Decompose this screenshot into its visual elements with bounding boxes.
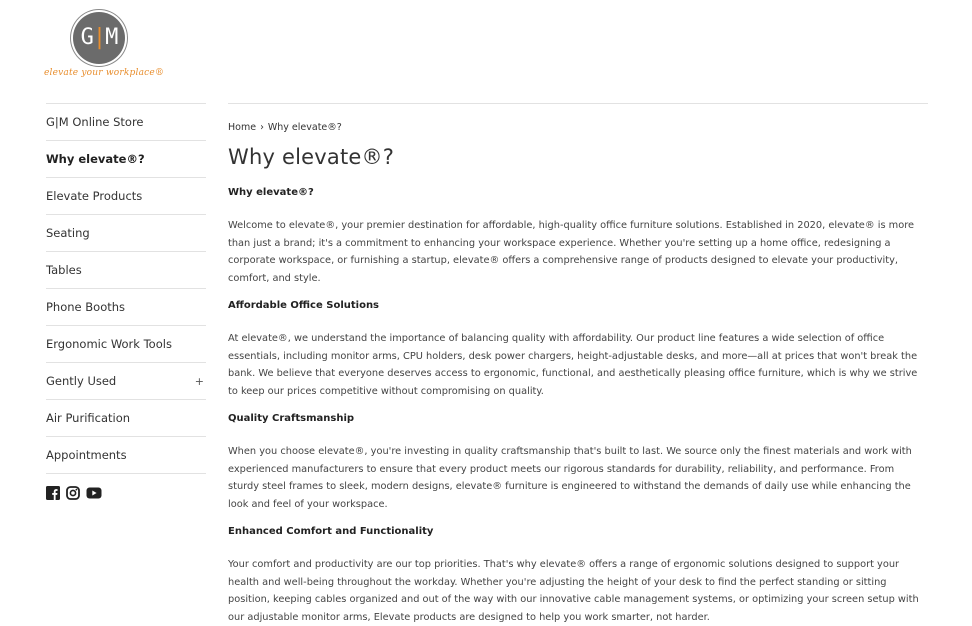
sidebar-nav	[46, 103, 206, 500]
section-heading-affordable: Affordable Office Solutions	[228, 300, 380, 311]
sidebar-item-air-purification[interactable]	[46, 399, 206, 436]
store-logo[interactable]	[44, 8, 164, 80]
sidebar-item-label: G|M Online Store	[46, 115, 144, 129]
sidebar-item-label: Phone Booths	[46, 300, 126, 314]
sidebar-item-why-elevate[interactable]	[46, 140, 206, 177]
sidebar-item-appointments[interactable]	[46, 436, 206, 474]
sidebar-item-label: Why elevate®?	[46, 152, 145, 166]
instagram-icon[interactable]	[66, 486, 80, 500]
logo-separator: |	[92, 25, 106, 50]
logo-letter-m: M	[105, 25, 118, 50]
expand-plus-icon[interactable]: +	[194, 374, 204, 388]
intro-heading: Why elevate®?	[228, 187, 314, 198]
breadcrumb-home-link[interactable]: Home	[228, 122, 257, 133]
logo-monogram	[73, 24, 125, 52]
breadcrumb	[228, 122, 928, 133]
sidebar-item-online-store[interactable]	[46, 103, 206, 140]
logo-badge	[73, 12, 125, 64]
section-heading-comfort: Enhanced Comfort and Functionality	[228, 526, 434, 537]
sidebar-item-label: Gently Used	[46, 374, 117, 388]
sidebar-item-label: Air Purification	[46, 411, 131, 425]
sidebar-item-label: Elevate Products	[46, 189, 143, 203]
logo-tagline: elevate your workplace®	[44, 68, 165, 78]
sidebar-item-gently-used[interactable]	[46, 362, 206, 399]
breadcrumb-current: Why elevate®?	[267, 122, 342, 133]
sidebar-item-label: Appointments	[46, 448, 127, 462]
sidebar-item-seating[interactable]	[46, 214, 206, 251]
sidebar-item-ergonomic-work-tools[interactable]	[46, 325, 206, 362]
sidebar-item-phone-booths[interactable]	[46, 288, 206, 325]
social-links	[46, 486, 206, 500]
logo-letter-g: G	[80, 25, 93, 50]
section-text-craftsmanship: When you choose elevate®, you're investing in quality craftsmanship that's built to last. We source only the finest materials and work with experienced manufacturers to ensure that every product meets our rigorous standards for durability, reliability, and performance. From sturdy steel frames to sleek, modern designs, elevate® furniture is engineered to withstand the demands of daily use while enhancing the look and feel of your workspace.	[228, 446, 912, 510]
intro-paragraph: Welcome to elevate®, your premier destination for affordable, high-quality office furniture solutions. Established in 2020, elevate® is more than just a brand; it's a commitment to enhancing your workspace experience. Whether you're setting up a home office, redesigning a corporate workspace, or furnishing a startup, elevate® offers a comprehensive range of products designed to elevate your productivity, comfort, and style.	[228, 220, 915, 284]
section-heading-craftsmanship: Quality Craftsmanship	[228, 413, 355, 424]
page-title: Why elevate®?	[228, 145, 395, 169]
sidebar-item-label: Ergonomic Work Tools	[46, 337, 172, 351]
sidebar-item-tables[interactable]	[46, 251, 206, 288]
breadcrumb-separator: ›	[260, 122, 264, 133]
sidebar-item-label: Tables	[46, 263, 82, 277]
section-text-comfort: Your comfort and productivity are our top priorities. That's why elevate® offers a range of ergonomic solutions designed to support your health and well-being throughout the workday. Whether you're adjusting the height of your desk to find the perfect standing or sitting position, keeping cables organized and out of the way with our innovative cable management systems, or optimizing your screen setup with our adjustable monitor arms, Elevate products are designed to help you work smarter, not harder.	[228, 559, 919, 623]
facebook-icon[interactable]	[46, 486, 60, 500]
sidebar-item-label: Seating	[46, 226, 90, 240]
sidebar-item-elevate-products[interactable]	[46, 177, 206, 214]
article-body	[228, 185, 928, 626]
main-content	[228, 103, 928, 626]
section-text-affordable: At elevate®, we understand the importance of balancing quality with affordability. Our product line features a wide selection of office essentials, including monitor arms, CPU holders, desk power chargers, height-adjustable desks, and more—all at prices that won't break the bank. We believe that everyone deserves access to ergonomic, functional, and aesthetically pleasing office furniture, which is why we strive to keep our prices competitive without compromising on quality.	[228, 333, 918, 397]
youtube-icon[interactable]	[86, 486, 102, 500]
